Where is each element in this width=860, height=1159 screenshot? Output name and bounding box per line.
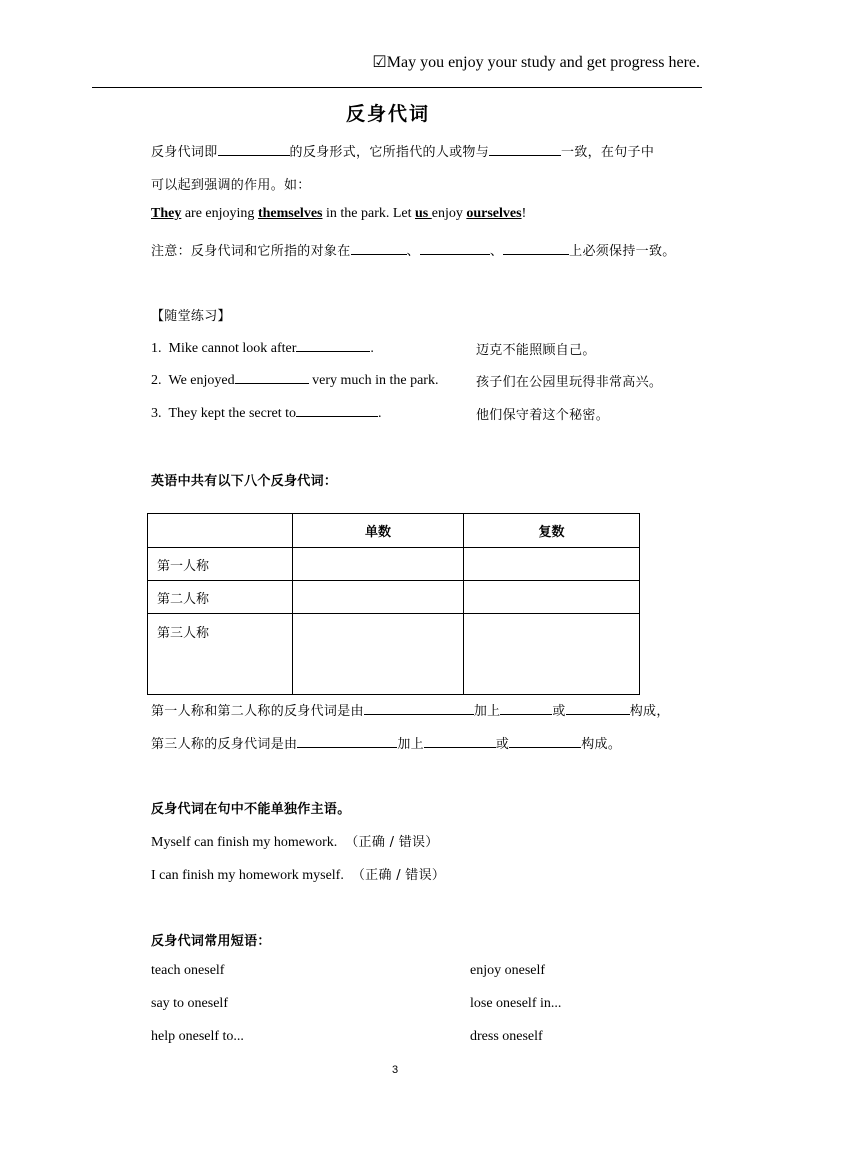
table-corner-cell [148,514,293,548]
blank-line [218,143,290,156]
phrase-item: help oneself to... [151,1029,244,1044]
table-header-row [148,514,640,548]
item-text: Mike cannot look after [168,341,297,356]
item-text: . [370,341,374,356]
phrase-item: dress oneself [470,1029,543,1044]
checkbox-icon: ☑ [372,54,387,71]
header-divider [92,87,702,88]
subject-rule-sentence [151,831,439,851]
blank-line [420,242,490,255]
correct-wrong-choice[interactable]: （正确 / 错误） [351,868,446,883]
page-number: 3 [392,1064,399,1076]
answer-blank[interactable] [509,735,581,748]
row-label: 第二人称 [148,581,293,614]
formation-text: 或 [495,737,510,752]
example-word: ourselves [466,206,522,221]
table-row [148,614,640,695]
formation-text: 加上 [473,704,501,719]
practice-item [151,404,382,422]
practice-item-translation: 孩子们在公园里玩得非常高兴。 [476,375,663,390]
intro-line-2: 可以起到强调的作用。如： [151,178,311,193]
intro-line-1 [151,141,654,160]
practice-item [151,339,374,357]
formation-text: 第三人称的反身代词是由 [151,737,298,752]
subject-rule-sentence [151,864,445,884]
item-number: 3. [151,406,162,421]
phrases-heading: 反身代词常用短语： [151,934,271,949]
note-separator: 、 [406,244,420,259]
sentence-text: Myself can finish my homework. [151,835,338,850]
example-text: are enjoying [181,206,258,221]
table-row [148,548,640,581]
practice-item-translation: 迈克不能照顾自己。 [476,343,596,358]
subject-rule-heading: 反身代词在句中不能单独作主语。 [151,802,351,817]
answer-blank[interactable] [296,339,370,352]
item-text: . [378,406,382,421]
row-label: 第三人称 [148,614,293,695]
column-header-singular: 单数 [293,514,464,548]
answer-blank[interactable] [297,735,397,748]
item-number: 1. [151,341,162,356]
answer-blank[interactable] [296,404,378,417]
formation-text: 第一人称和第二人称的反身代词是由 [151,704,364,719]
formation-text: 或 [552,704,566,719]
intro-text-b: 的反身形式，它所指代的人或物与 [289,145,490,160]
row-label: 第一人称 [148,548,293,581]
example-text: in the park. Let [322,206,416,221]
answer-cell[interactable] [293,614,464,695]
answer-blank[interactable] [566,702,630,715]
blank-line [489,143,561,156]
blank-line [503,242,569,255]
item-number: 2. [151,373,162,388]
formation-line-1 [151,700,670,719]
answer-cell[interactable] [464,581,640,614]
sentence-text: I can finish my homework myself. [151,868,344,883]
intro-text-c: 一致，在句子中 [561,145,655,160]
formation-line-2 [151,733,621,752]
answer-blank[interactable] [235,371,309,384]
answer-blank[interactable] [424,735,496,748]
blank-line [351,242,407,255]
formation-text: 构成， [629,704,670,719]
answer-cell[interactable] [464,614,640,695]
example-text: ! [521,206,527,221]
intro-text-a: 反身代词即 [151,145,218,160]
item-text: We enjoyed [168,373,235,388]
answer-blank[interactable] [364,702,474,715]
table-section-heading: 英语中共有以下八个反身代词： [151,474,338,489]
page-title: 反身代词 [346,103,431,125]
formation-text: 构成。 [581,737,622,752]
note-text-a: 注意：反身代词和它所指的对象在 [151,244,351,259]
table-row [148,581,640,614]
example-word: us [415,206,432,221]
answer-blank[interactable] [500,702,552,715]
item-text: They kept the secret to [168,406,297,421]
motto-text: May you enjoy your study and get progress here. [386,54,700,71]
example-text: enjoy [431,206,467,221]
header-motto [372,52,700,72]
column-header-plural: 复数 [464,514,640,548]
phrase-item: enjoy oneself [470,963,546,978]
example-word: They [151,206,182,221]
note-separator: 、 [489,244,504,259]
note-line [151,240,676,259]
practice-item-translation: 他们保守着这个秘密。 [476,408,610,423]
formation-text: 加上 [397,737,424,752]
practice-heading: 【随堂练习】 [151,309,231,324]
item-text: very much in the park. [308,373,439,388]
phrase-item: teach oneself [151,963,225,978]
correct-wrong-choice[interactable]: （正确 / 错误） [345,835,439,850]
example-word: themselves [257,206,323,221]
note-text-b: 上必须保持一致。 [569,244,676,259]
answer-cell[interactable] [293,548,464,581]
example-sentence [151,206,526,222]
phrase-item: say to oneself [151,996,228,1011]
reflexive-pronoun-table [147,513,640,695]
phrase-item: lose oneself in... [470,996,562,1011]
practice-item [151,371,438,389]
answer-cell[interactable] [293,581,464,614]
answer-cell[interactable] [464,548,640,581]
